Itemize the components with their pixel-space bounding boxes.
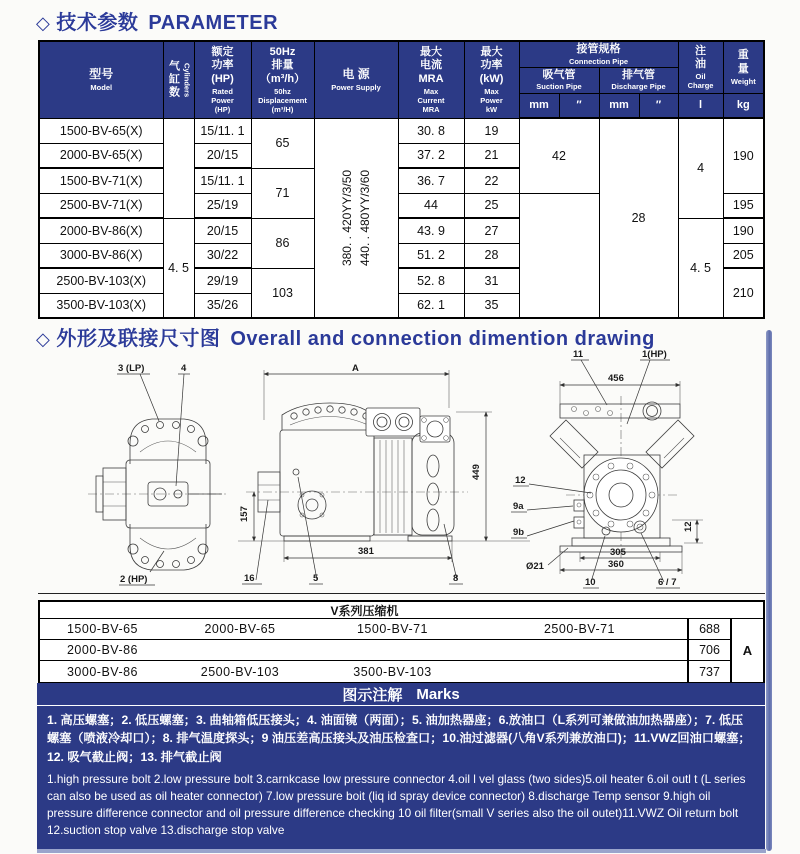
dimension-value: 737 [699, 664, 720, 679]
suction-cell-top: 42 [519, 118, 599, 193]
diamond-icon: ◇ [36, 329, 51, 349]
v-series-table [38, 600, 765, 684]
oil-cell-bottom: 4. 5 [678, 218, 723, 318]
header-weight: 重 量 Weight [723, 41, 764, 93]
label-16: 16 [244, 573, 255, 584]
discharge-cell: 28 [599, 118, 678, 318]
marks-panel [37, 683, 765, 849]
dimension-drawing [0, 340, 800, 598]
separator-line [38, 593, 765, 594]
power-cell: 15/11. 1 [194, 168, 251, 193]
power-cell: 30/22 [194, 243, 251, 268]
mra-cell: 52. 8 [398, 268, 464, 293]
label-9b: 9b [513, 527, 525, 538]
header-max-current: 最大 电流 MRA Max Current MRA [398, 41, 464, 118]
power-cell: 20/15 [194, 218, 251, 243]
model-name: 3000-BV-86 [66, 664, 139, 679]
compressor-end-view [511, 349, 703, 588]
label-9a: 9a [513, 501, 524, 512]
v-series-header [40, 602, 763, 619]
kw-cell: 31 [464, 268, 519, 293]
power-cell: 20/15 [194, 143, 251, 168]
model-cell: 3500-BV-103(X) [39, 293, 163, 318]
mra-cell: 43. 9 [398, 218, 464, 243]
dimension-value: 688 [689, 619, 730, 640]
weight-cell: 195 [723, 193, 764, 218]
marks-title-zh: 图示注解 [342, 686, 403, 704]
kw-cell: 22 [464, 168, 519, 193]
page-right-border [766, 330, 772, 851]
label-1-hp: 1(HP) [642, 349, 667, 360]
table-row [40, 640, 687, 661]
model-cell: 2500-BV-103(X) [39, 268, 163, 293]
label-11: 11 [573, 349, 584, 360]
section1-title [36, 6, 278, 35]
dim-157-label: 157 [239, 506, 250, 522]
model-cell: 2000-BV-65(X) [39, 143, 163, 168]
model-name: 3500-BV-103 [353, 664, 432, 679]
displacement-cell: 71 [251, 168, 314, 218]
displacement-cell: 65 [251, 118, 314, 168]
model-cell: 1500-BV-65(X) [39, 118, 163, 143]
header-row-1 [39, 41, 764, 67]
displacement-cell: 86 [251, 218, 314, 268]
model-name: 2000-BV-86 [66, 643, 139, 657]
model-name: 2500-BV-103 [200, 664, 280, 679]
cylinders-cell-bottom: 4. 5 [163, 218, 194, 318]
dim-a-label: A [352, 363, 359, 374]
weight-cell: 190 [723, 218, 764, 243]
mra-cell: 36. 7 [398, 168, 464, 193]
dim-381-label: 381 [358, 546, 374, 557]
header-model: 型号 Model [39, 41, 163, 118]
header-cylinders: 气缸数 Cylinders [163, 41, 194, 118]
header-rated-power: 额定 功率 (HP) Rated Power (HP) [194, 41, 251, 118]
power-supply-line1: 380. . 420YY/3/50 [340, 169, 355, 266]
power-cell: 25/19 [194, 193, 251, 218]
model-cell: 2500-BV-71(X) [39, 193, 163, 218]
label-10: 10 [585, 577, 596, 588]
power-cell: 29/19 [194, 268, 251, 293]
header-connection-pipe: 接管规格 Connection Pipe [519, 41, 678, 67]
cylinders-cell-top [163, 118, 194, 218]
kw-cell: 28 [464, 243, 519, 268]
model-cell: 1500-BV-71(X) [39, 168, 163, 193]
marks-panel-shadow [37, 849, 766, 853]
weight-cell: 190 [723, 118, 764, 193]
dim-12-label: 12 [683, 521, 694, 532]
header-max-power: 最大 功率 (kW) Max Power kW [464, 41, 519, 118]
table-row [40, 661, 687, 682]
v-series-title: V系列压缩机 [330, 603, 399, 618]
unit-mm-suction: mm [519, 93, 559, 118]
section2-title-zh: 外形及联接尺寸图 [56, 328, 221, 350]
header-oil-charge: 注 油 Oil Charge [678, 41, 723, 93]
section1-title-en: PARAMETER [148, 12, 279, 34]
kw-cell: 35 [464, 293, 519, 318]
header-power-supply: 电 源 Power Supply [314, 41, 398, 118]
model-name: 2000-BV-65 [204, 622, 276, 636]
model-cell: 2000-BV-86(X) [39, 218, 163, 243]
label-6-7: 6 / 7 [658, 577, 677, 588]
mra-cell: 62. 1 [398, 293, 464, 318]
label-3-lp: 3 (LP) [118, 363, 145, 374]
v-series-models [40, 619, 689, 682]
diamond-icon: ◇ [36, 13, 51, 33]
header-suction-pipe: 吸气管 Suction Pipe [519, 67, 599, 93]
unit-inch-suction: ″ [559, 93, 599, 118]
header-discharge-pipe: 排气管 Discharge Pipe [599, 67, 678, 93]
model-name: 2500-BV-71 [543, 622, 616, 636]
table-row [40, 619, 687, 640]
dim-305-label: 305 [610, 547, 626, 558]
kw-cell: 21 [464, 143, 519, 168]
dim-456-label: 456 [608, 373, 624, 384]
power-cell: 15/11. 1 [194, 118, 251, 143]
mra-cell: 30. 8 [398, 118, 464, 143]
label-12: 12 [515, 475, 526, 486]
unit-mm-discharge: mm [599, 93, 639, 118]
label-8: 8 [453, 573, 459, 584]
weight-cell: 205 [723, 243, 764, 268]
table-row [39, 118, 764, 143]
weight-cell: 210 [723, 268, 764, 318]
model-cell: 3000-BV-86(X) [39, 243, 163, 268]
dimension-value: 706 [689, 640, 730, 661]
compressor-front-view [88, 363, 226, 585]
mra-cell: 37. 2 [398, 143, 464, 168]
header-displacement: 50Hz 排量 （m³/h） 50hz Displacement (m³/H) [251, 41, 314, 118]
oil-cell-top: 4 [678, 118, 723, 218]
label-2-hp: 2 (HP) [120, 574, 148, 585]
section1-title-zh: 技术参数 [56, 12, 139, 34]
kw-cell: 27 [464, 218, 519, 243]
label-4: 4 [181, 363, 187, 374]
suction-cell-bottom [519, 193, 599, 318]
dim-360-label: 360 [608, 559, 624, 570]
mra-cell: 44 [398, 193, 464, 218]
model-name: 1500-BV-71 [356, 622, 429, 636]
label-5: 5 [313, 573, 319, 584]
unit-litre: l [678, 93, 723, 118]
v-series-values [689, 619, 732, 682]
kw-cell: 19 [464, 118, 519, 143]
parameter-table [38, 40, 765, 319]
marks-notes-zh: 1. 高压螺塞；2. 低压螺塞；3. 曲轴箱低压接头；4. 油面镜（两面）；5. 油加热器座；6.放油口（L系列可兼做油加热器座）；7. 低压螺塞（喷液冷却口）；8. 排气温度探头；9 油压差高压接头及油压检查口；10.油过滤器(八角V系列兼放油口)；11.VWZ回油口螺塞；12. 吸气截止阀；13. 排气截止阀 [47, 713, 751, 764]
compressor-side-view [238, 363, 530, 584]
unit-kg: kg [723, 93, 764, 118]
power-cell: 35/26 [194, 293, 251, 318]
displacement-cell: 103 [251, 268, 314, 318]
marks-title [37, 683, 765, 706]
unit-inch-discharge: ″ [639, 93, 678, 118]
marks-title-en: Marks [416, 685, 460, 703]
model-name: 1500-BV-65 [66, 622, 139, 636]
kw-cell: 25 [464, 193, 519, 218]
mra-cell: 51. 2 [398, 243, 464, 268]
dim-449-label: 449 [471, 464, 482, 480]
section2-title-en: Overall and connection dimention drawing [230, 328, 655, 350]
power-supply-cell [314, 118, 398, 318]
power-supply-line2: 440. . 480YY/3/60 [358, 169, 373, 266]
marks-notes-en: 1.high pressure bolt 2.low pressure bolt 3.carnkcase low pressure connector 4.oil l vel glass (two sides)5.oil heater 6.oil outl t (L series can also be used as oil heater connector) 7.low pressure boit (liq id spray device connector) 8.discharge Temp sensor 9.high oil pressure difference connector and oil pressure difference checking 10 oil filter(small V series also the oil outet)11.VWZ Oil return bolt 12.suction stop valve 13.discharge stop valve [47, 771, 746, 838]
a-column-label: A [742, 643, 753, 658]
label-dia-21: Ø21 [526, 561, 544, 572]
